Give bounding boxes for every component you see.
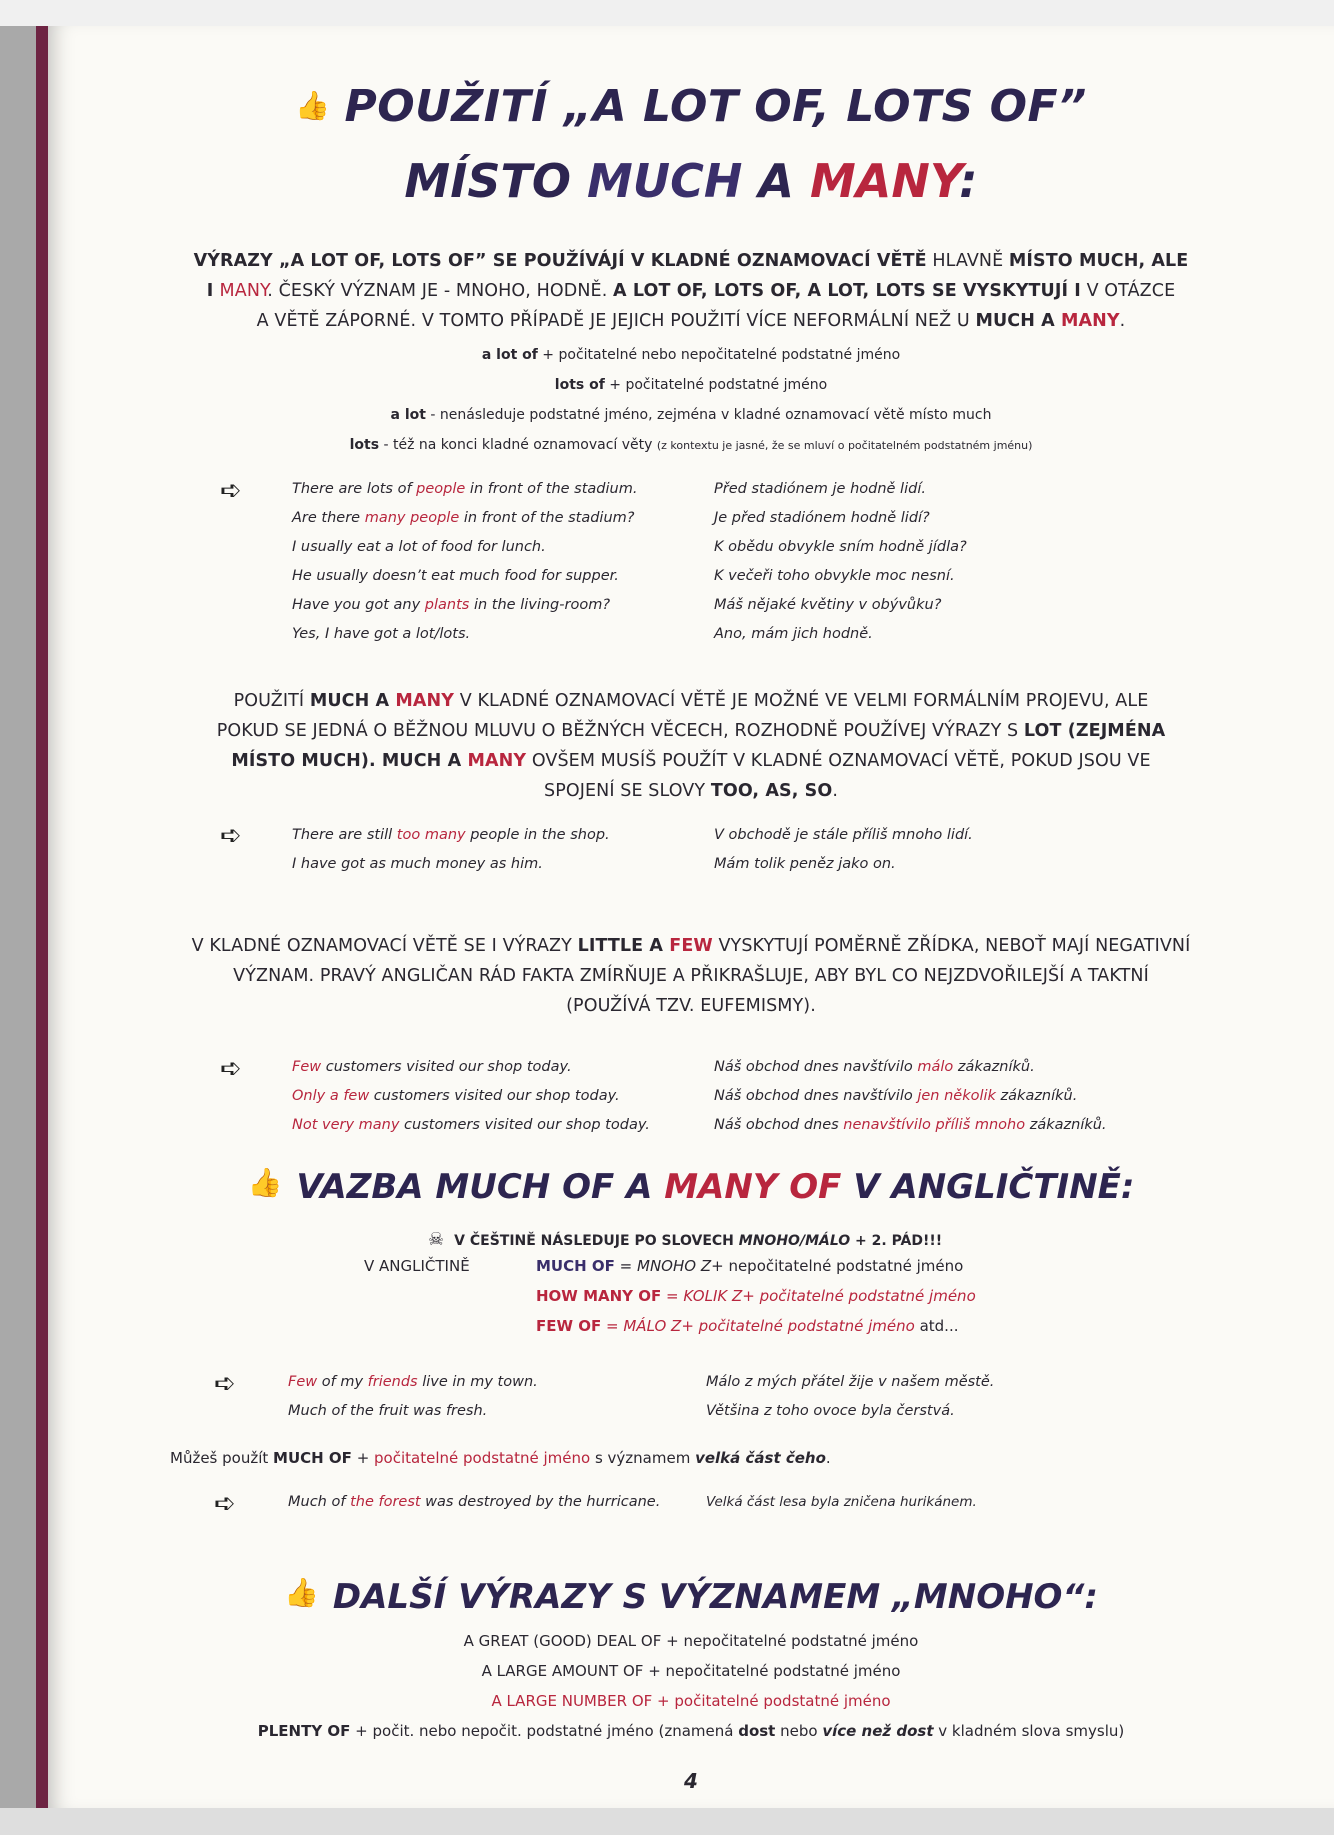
examples-english-1	[292, 475, 712, 649]
thumbs-up-icon: 👍	[247, 1166, 283, 1199]
example-english-5: Much of the forest was destroyed by the hurricane.	[288, 1494, 661, 1510]
rule-item: lots of + počitatelné podstatné jméno	[554, 377, 828, 393]
expression-item: A GREAT (GOOD) DEAL OF + nepočitatelné podstatné jméno	[463, 1632, 919, 1650]
rule-item: a lot of + počitatelné nebo nepočitatelné podstatné jméno	[481, 347, 901, 363]
usage-rules	[88, 340, 1294, 461]
book-spine-edge	[36, 26, 48, 1808]
thumbs-up-icon: 👍	[295, 89, 331, 122]
example-cz: Je před stadiónem hodně lidí?	[714, 510, 930, 526]
example-en: Yes, I have got a lot/lots.	[292, 626, 471, 642]
example-en: He usually doesn’t eat much food for supper.	[292, 568, 619, 584]
example-en: Not very many customers visited our shop today.	[292, 1117, 650, 1133]
warning-note: ☠ V ČEŠTINĚ NÁSLEDUJE PO SLOVECH MNOHO/MÁLO + 2. PÁD!!!	[428, 1229, 943, 1250]
much-of-note: Můžeš použít MUCH OF + počitatelné podstatné jméno s významem velká část čeho.	[170, 1449, 831, 1467]
example-cz: K večeři toho obvykle moc nesní.	[714, 568, 955, 584]
right-arrow-icon: ➪	[220, 821, 242, 851]
paragraph-formal-usage: POUŽITÍ MUCH A MANY V KLADNÉ OZNAMOVACÍ VĚTĚ JE MOŽNÉ VE VELMI FORMÁLNÍM PROJEVU, ALE POKUD SE JEDNÁ O BĚŽNOU MLUVU O BĚŽNÝCH VĚCECH, ROZHODNĚ POUŽÍVEJ VÝRAZY S LOT (ZEJMÉNA MÍSTO MUCH). MUCH A MANY OVŠEM MUSÍŠ POUŽÍT V KLADNÉ OZNAMOVACÍ VĚTĚ, POKUD JSOU VE SPOJENÍ SE SLOVY TOO, AS, SO.	[216, 691, 1166, 801]
other-expressions-list	[88, 1626, 1294, 1746]
label-in-english: V ANGLIČTINĚ	[364, 1257, 470, 1275]
example-cz: Většina z toho ovoce byla čerstvá.	[706, 1403, 955, 1419]
example-en: There are lots of people in front of the stadium.	[292, 481, 638, 497]
example-en: I usually eat a lot of food for lunch.	[292, 539, 546, 555]
example-cz: Náš obchod dnes nenavštívilo příliš mnoho zákazníků.	[714, 1117, 1107, 1133]
much-of-rules: MUCH OF = MNOHO Z+ nepočitatelné podstatné jméno HOW MANY OF = KOLIK Z+ počitatelné podstatné jméno FEW OF = MÁLO Z+ počitatelné podstatné jméno atd...	[536, 1257, 976, 1335]
rule-item: lots - též na konci kladné oznamovací věty (z kontextu je jasné, že se mluví o počitatelném podstatném jménu)	[349, 437, 1033, 453]
paragraph-little-few: V KLADNÉ OZNAMOVACÍ VĚTĚ SE I VÝRAZY LITTLE A FEW VYSKYTUJÍ POMĚRNĚ ZŘÍDKA, NEBOŤ MAJÍ NEGATIVNÍ VÝZNAM. PRAVÝ ANGLIČAN RÁD FAKTA ZMÍRŇUJE A PŘIKRAŠLUJE, ABY BYL CO NEJZDVOŘILEJŠÍ A TAKTNÍ (POUŽÍVÁ TZV. EUFEMISMY).	[191, 936, 1191, 1016]
book-page	[48, 26, 1334, 1808]
page-title-line1: 👍 POUŽITÍ „A LOT OF, LOTS OF”	[295, 81, 1087, 132]
example-cz: Náš obchod dnes navštívilo málo zákazníků.	[714, 1059, 1035, 1075]
expression-item: A LARGE NUMBER OF + počitatelné podstatné jméno	[491, 1692, 891, 1710]
examples-czech-4	[706, 1368, 1126, 1426]
section-title-much-of: 👍 VAZBA MUCH OF A MANY OF V ANGLIČTINĚ:	[247, 1166, 1135, 1207]
bottom-bar	[0, 1808, 1334, 1835]
rule-item: a lot - nenásleduje podstatné jméno, zejména v kladné oznamovací větě místo much	[390, 407, 992, 423]
right-arrow-icon: ➪	[220, 1054, 242, 1084]
expression-item: PLENTY OF + počit. nebo nepočit. podstatné jméno (znamená dost nebo více než dost v kladném slova smyslu)	[257, 1722, 1125, 1740]
example-en: Few of my friends live in my town.	[288, 1374, 538, 1390]
example-czech-5: Velká část lesa byla zničena hurikánem.	[706, 1494, 977, 1510]
book-spine	[0, 26, 36, 1808]
examples-english-2	[292, 821, 712, 879]
page-title-line2: MÍSTO MUCH A MANY:	[404, 154, 978, 208]
example-en: Few customers visited our shop today.	[292, 1059, 572, 1075]
examples-english-4	[288, 1368, 708, 1426]
page-number: 4	[684, 1769, 698, 1793]
section-title-other-expressions: 👍 DALŠÍ VÝRAZY S VÝZNAMEM „MNOHO“:	[284, 1576, 1098, 1617]
example-cz: V obchodě je stále příliš mnoho lidí.	[714, 827, 973, 843]
expression-item: A LARGE AMOUNT OF + nepočitatelné podstatné jméno	[481, 1662, 901, 1680]
examples-czech-2	[714, 821, 1134, 879]
examples-czech-3	[714, 1053, 1184, 1140]
right-arrow-icon: ➪	[214, 1369, 236, 1399]
example-cz: Ano, mám jich hodně.	[714, 626, 873, 642]
example-en: Much of the fruit was fresh.	[288, 1403, 488, 1419]
examples-english-3	[292, 1053, 712, 1140]
skull-icon: ☠	[428, 1229, 445, 1250]
thumbs-up-icon: 👍	[284, 1576, 319, 1609]
example-en: Have you got any plants in the living-room?	[292, 597, 611, 613]
example-cz: Před stadiónem je hodně lidí.	[714, 481, 926, 497]
top-bar	[0, 0, 1334, 26]
right-arrow-icon: ➪	[214, 1489, 236, 1519]
example-en: Only a few customers visited our shop today.	[292, 1088, 620, 1104]
example-en: Are there many people in front of the stadium?	[292, 510, 635, 526]
example-cz: Náš obchod dnes navštívilo jen několik zákazníků.	[714, 1088, 1078, 1104]
examples-czech-1	[714, 475, 1134, 649]
example-cz: Máš nějaké květiny v obývůku?	[714, 597, 942, 613]
example-cz: K obědu obvykle sním hodně jídla?	[714, 539, 967, 555]
right-arrow-icon: ➪	[220, 476, 242, 506]
example-en: I have got as much money as him.	[292, 856, 543, 872]
example-en: There are still too many people in the shop.	[292, 827, 610, 843]
example-cz: Mám tolik peněz jako on.	[714, 856, 896, 872]
example-cz: Málo z mých přátel žije v našem městě.	[706, 1374, 995, 1390]
intro-paragraph: VÝRAZY „A LOT OF, LOTS OF” SE POUŽÍVÁJÍ V KLADNÉ OZNAMOVACÍ VĚTĚ HLAVNĚ MÍSTO MUCH, ALE I MANY. ČESKÝ VÝZNAM JE - MNOHO, HODNĚ. A LOT OF, LOTS OF, A LOT, LOTS SE VYSKYTUJÍ I V OTÁZCE A VĚTĚ ZÁPORNÉ. V TOMTO PŘÍPADĚ JE JEJICH POUŽITÍ VÍCE NEFORMÁLNÍ NEŽ U MUCH A MANY.	[193, 251, 1189, 331]
